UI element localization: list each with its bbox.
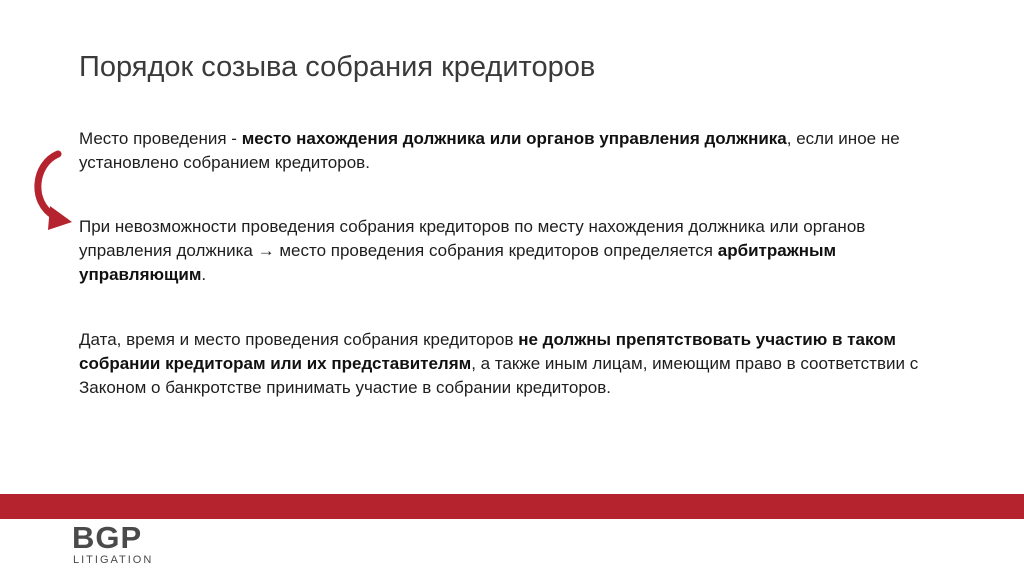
datetime-text-2: , а также иным лицам, имеющим право в соответствии с Законом о банкротстве принимать участие в собрании кредиторов. (79, 354, 919, 397)
right-arrow-icon: → (257, 241, 275, 260)
paragraph-venue (79, 127, 959, 175)
logo-main-text: BGP (72, 520, 143, 555)
paragraph-impossibility (79, 215, 959, 287)
paragraph-datetime (79, 328, 959, 400)
impossibility-bold-text: арбитражным управляющим (79, 241, 837, 284)
impossibility-text-1: При невозможности проведения собрания кредиторов по месту нахождения должника или органов управления должника (79, 217, 866, 260)
curved-arrow-icon (28, 150, 80, 234)
logo-sub-text: LITIGATION (73, 554, 154, 566)
datetime-text-1: Дата, время и место проведения собрания кредиторов (79, 330, 519, 349)
impossibility-text-3: . (201, 265, 207, 284)
venue-text-1: Место проведения - (79, 129, 242, 148)
slide-title: Порядок созыва собрания кредиторов (79, 51, 596, 83)
venue-bold-text: место нахождения должника или органов управления должника (241, 129, 787, 148)
bgp-logo (72, 521, 172, 569)
footer-red-band (0, 494, 1024, 519)
impossibility-text-2: место проведения собрания кредиторов определяется (274, 241, 718, 260)
venue-text-2: , если иное не установлено собранием кредиторов. (79, 129, 900, 172)
datetime-bold-text: не должны препятствовать участию в таком собрании кредиторам или их представителям (79, 330, 896, 373)
